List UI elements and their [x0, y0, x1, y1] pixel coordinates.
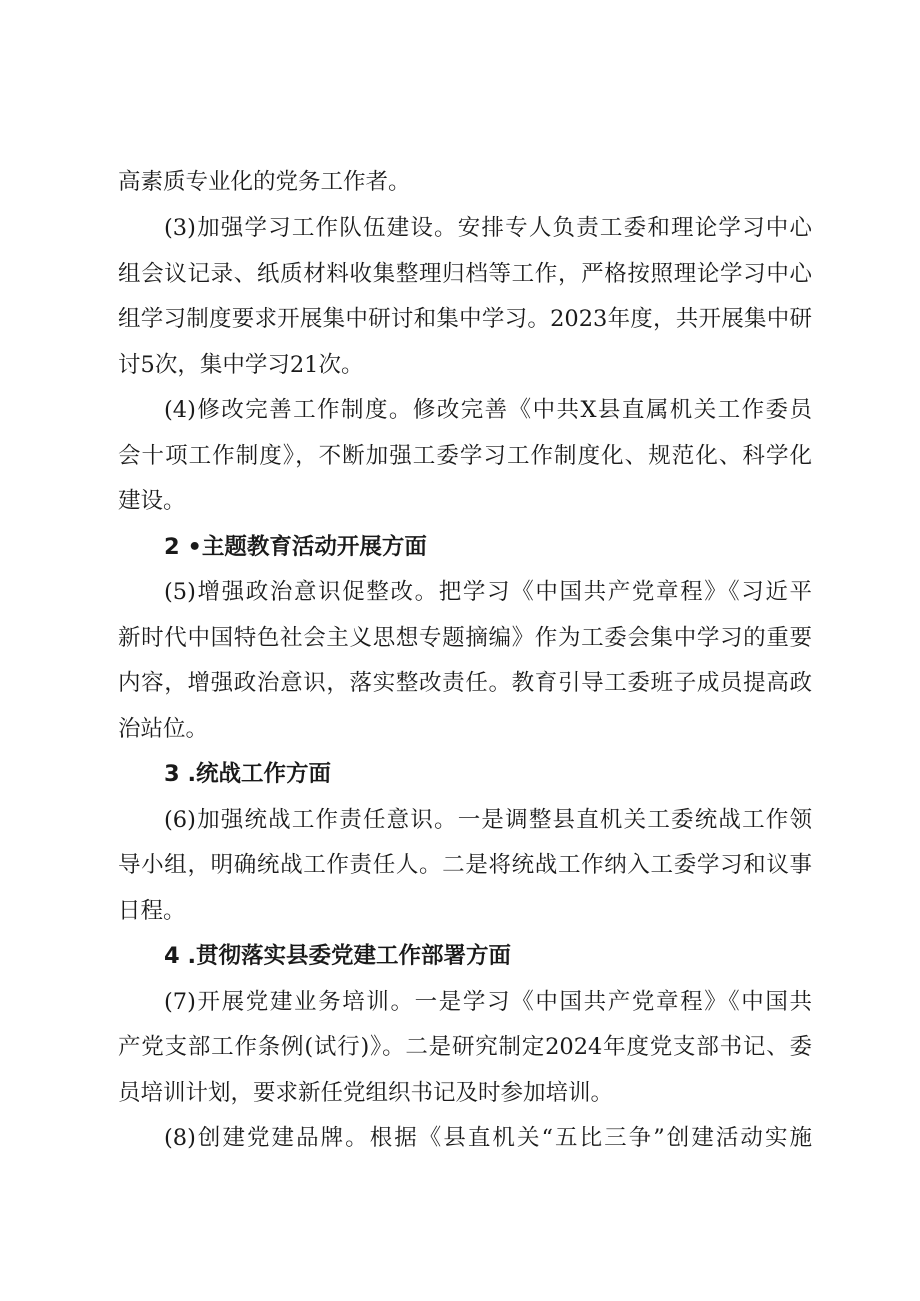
text-line: 员培训计划，要求新任党组织书记及时参加培训。 [118, 1080, 614, 1106]
text-line: (4)修改完善工作制度。修改完善《中共X县直属机关工作委员 [164, 397, 812, 423]
text-line: (5)增强政治意识促整改。把学习《中国共产党章程》《习近平 [164, 579, 812, 605]
section-heading: 3 .统战工作方面 [164, 761, 332, 787]
text-line: 高素质专业化的党务工作者。 [118, 169, 411, 195]
text-line: 治站位。 [118, 716, 209, 742]
text-line: 产党支部工作条例(试行)》。二是研究制定2024年度党支部书记、委 [118, 1034, 812, 1060]
text-line: 导小组，明确统战工作责任人。二是将统战工作纳入工委学习和议事 [118, 852, 812, 878]
section-heading: 4 .贯彻落实县委党建工作部署方面 [164, 943, 512, 969]
text-line: (7)开展党建业务培训。一是学习《中国共产党章程》《中国共 [164, 989, 812, 1015]
text-line: 会十项工作制度》，不断加强工委学习工作制度化、规范化、科学化 [118, 443, 812, 469]
text-line: (6)加强统战工作责任意识。一是调整县直机关工委统战工作领 [164, 807, 812, 833]
text-line: 组会议记录、纸质材料收集整理归档等工作，严格按照理论学习中心 [118, 261, 812, 287]
text-line: (3)加强学习工作队伍建设。安排专人负责工委和理论学习中心 [164, 215, 812, 241]
text-line: 内容，增强政治意识，落实整改责任。教育引导工委班子成员提高政 [118, 670, 812, 696]
text-line: 新时代中国特色社会主义思想专题摘编》作为工委会集中学习的重要 [118, 625, 812, 651]
text-line: 建设。 [118, 488, 186, 514]
text-line: 组学习制度要求开展集中研讨和集中学习。2023年度，共开展集中研 [118, 306, 812, 332]
section-heading: 2 •主题教育活动开展方面 [164, 534, 427, 560]
text-line: 日程。 [118, 898, 186, 924]
text-line: (8)创建党建品牌。根据《县直机关“五比三争”创建活动实施 [164, 1125, 812, 1151]
text-line: 讨5次，集中学习21次。 [118, 352, 364, 378]
